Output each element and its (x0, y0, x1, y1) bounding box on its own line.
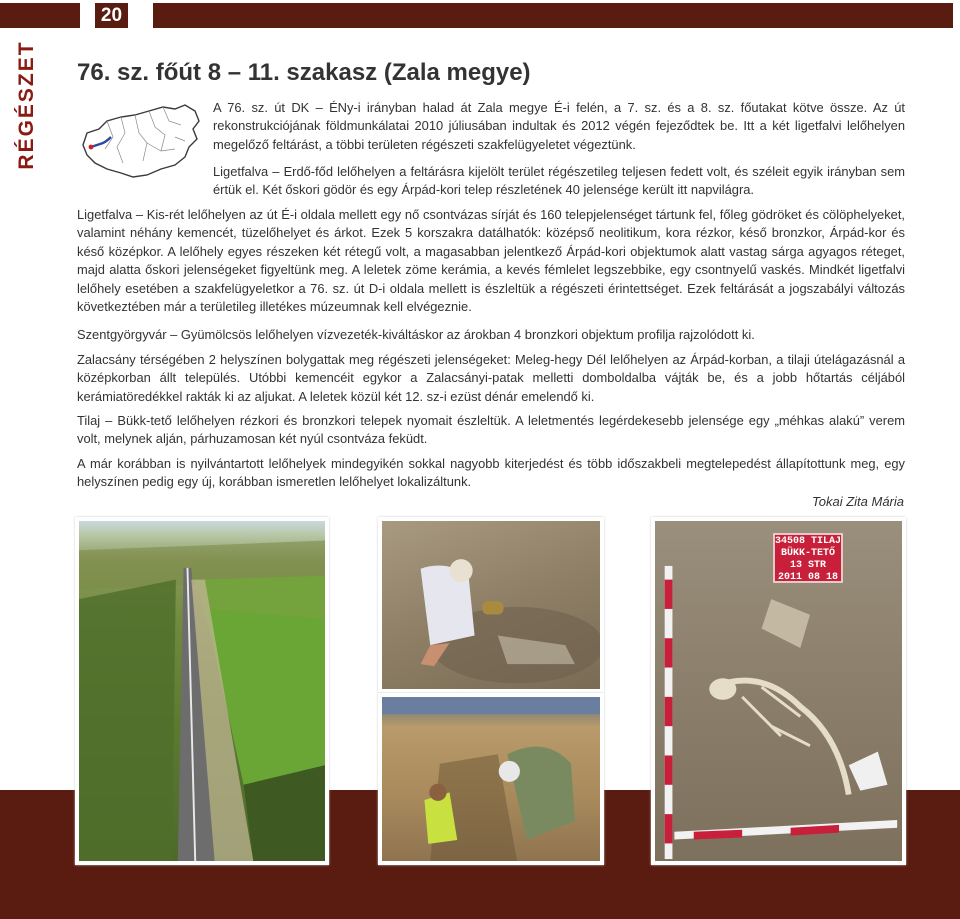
excavation-photo-1 (378, 517, 604, 693)
header-bar-left (0, 3, 80, 28)
author-name: Tokai Zita Mária (812, 494, 904, 509)
header-bar-right (153, 3, 953, 28)
article-title: 76. sz. főút 8 – 11. szakasz (Zala megye) (77, 59, 531, 86)
sign-line: 2011 08 18 (777, 572, 838, 583)
hungary-map-icon (77, 103, 204, 183)
page-number: 20 (95, 3, 128, 28)
excavation-photo-2 (378, 693, 604, 865)
section-label: RÉGÉSZET (15, 40, 38, 170)
paragraph-intro: A 76. sz. út DK – ÉNy-i irányban halad át Zala megye É-i felén, a 7. sz. és a 8. sz. főutakat kötve össze. Az út rekonstrukciójának földmunkálatai 2010 júliusában indultak és 2012 végén fejeződtek be. Itt a két ligetfalvi lelőhelyen megelőző feltárást, a többi területen régészeti szakfelügyeletet végeztünk. (213, 100, 905, 152)
paragraph-tilaj: Tilaj – Bükk-tető lelőhelyen rézkori és bronzkori telepek nyomait észleltük. A leletmentés legérdekesebb jelensége egy „méhkas alakú” verem volt, melynek alján, párhuzamosan két nyúl csontváza feküdt. (77, 413, 905, 447)
paragraph-conclusion: A már korábban is nyilvántartott lelőhelyek mindegyikén sokkal nagyobb kiterjedést és több időszakbeli megtelepedést állapítottunk meg, egy helyszínen pedig egy új, korábban ismeretlen lelőhelyet lokalizáltunk. (77, 456, 905, 490)
sign-line: BÜKK-TETŐ (780, 548, 835, 559)
paragraph-erdo-fod: Ligetfalva – Erdő-főd lelőhelyen a feltárásra kijelölt terület régészetileg teljesen fedett volt, és széleit egyik irányban sem értük el. Két őskori gödör és egy Árpád-kori telep részletének 40 jelensége került itt napvilágra. (213, 164, 905, 198)
sign-line: 34508 TILAJ (775, 536, 842, 547)
road-aerial-photo (75, 517, 329, 865)
skeleton-grave-photo (651, 517, 906, 865)
paragraph-kis-ret: Ligetfalva – Kis-rét lelőhelyen az út É-i oldala mellett egy nő csontvázas sírját és 160 telepjelenséget tártunk fel, főleg gödröket és cölöphelyeket, valamint néhány kemencét, tüzelőhelyet és árkot. Ezek 5 korszakra datálhatók: középső neolitikum, kora rézkor, késő bronzkor, Árpád-kor és késő középkor. A lelőhely egyes részeken két rétegű volt, a magasabban jelentkező Árpád-kori objektumok alatt vastag sárga agyagos réteget, majd alatta őskori jelenségeket figyeltünk meg. A leletek zöme kerámia, a kevés fémlelet legszebbike, egy csontnyelű vaskés. Mindkét ligetfalvi lelőhely esetében a szakfelügyeletkor a 76. sz. út D-i oldala mellett is észleltük a régészeti érintettséget. Ezek feltárását a jogszabályi változás következtében már a területileg illetékes múzeumnak kell elvégeznie. (77, 207, 905, 315)
paragraph-zalacsany: Zalacsány térségében 2 helyszínen bolygattak meg régészeti jelenségeket: Meleg-hegy Dél lelőhelyen az Árpád-korban, a tilaji útelágazásnál a középkorban állt település. Utóbbi kemencéit egykor a Zalacsányi-patak melletti domboldalba vájták be, és a jobb hőtartás céljából kerámiatöredékkel rakták ki az aljukat. A leletek közül két 12. sz-i ezüst dénár emelendő ki. (77, 352, 905, 404)
context-sign-board (773, 533, 843, 583)
paragraph-szentgyorgyvar: Szentgyörgyvár – Gyümölcsös lelőhelyen vízvezeték-kiváltáskor az árokban 4 bronzkori objektum profilja rajzolódott ki. (77, 327, 755, 342)
sign-line: 13 STR (789, 560, 826, 571)
